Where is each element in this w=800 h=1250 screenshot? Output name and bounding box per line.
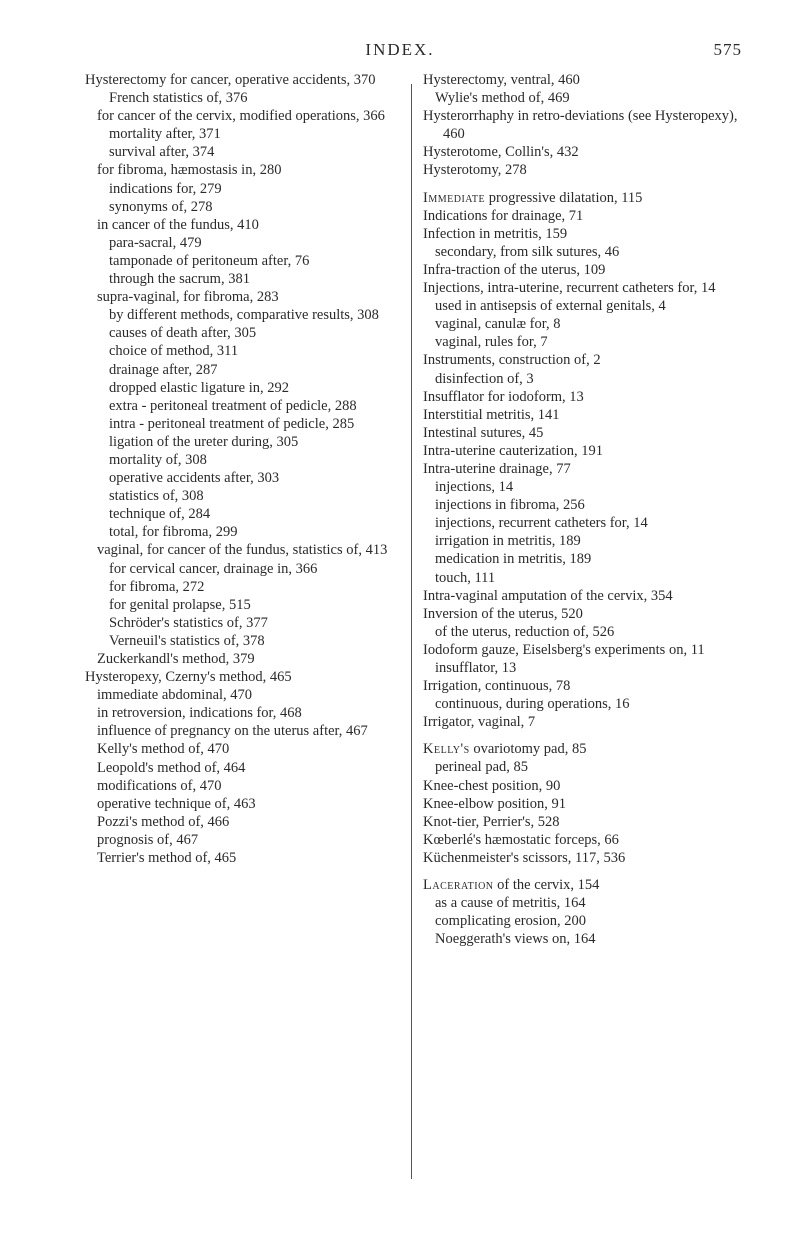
index-entry: Knee-chest position, 90 — [423, 777, 561, 794]
entry-text: progressive dilatation, 115 — [485, 189, 643, 206]
index-entry: Hysterorrhaphy in retro-deviations (see Hysteropexy), 460 — [423, 108, 738, 143]
index-entry: Inversion of the uterus, 520 — [423, 605, 583, 622]
index-subentry: total, for fibroma, 299 — [109, 524, 238, 541]
running-head — [0, 40, 800, 64]
index-subentry: supra-vaginal, for fibroma, 283 — [97, 289, 279, 306]
index-subentry: irrigation in metritis, 189 — [435, 533, 581, 550]
index-entry — [423, 876, 745, 894]
index-subentry: drainage after, 287 — [109, 361, 218, 378]
index-subentry: intra - peritoneal treatment of pedicle, 285 — [109, 415, 355, 432]
index-subentry: Kelly's method of, 470 — [97, 741, 230, 758]
index-entry: Instruments, construction of, 2 — [423, 352, 601, 369]
index-subentry: continuous, during operations, 16 — [435, 696, 630, 713]
entry-text: of the cervix, 154 — [493, 877, 600, 894]
index-entry: Kœberlé's hæmostatic forceps, 66 — [423, 831, 619, 848]
index-subentry: for cancer of the cervix, modified operations, 366 — [97, 108, 385, 125]
index-subentry: perineal pad, 85 — [435, 759, 529, 776]
index-subentry: for fibroma, hæmostasis in, 280 — [97, 162, 282, 179]
index-subentry: insufflator, 13 — [435, 660, 517, 676]
index-subentry: of the uterus, reduction of, 526 — [435, 623, 615, 640]
index-subentry: Wylie's method of, 469 — [435, 90, 570, 107]
index-entry: Hysterectomy, ventral, 460 — [423, 72, 580, 88]
index-entry: Infra-traction of the uterus, 109 — [423, 261, 606, 278]
page-title: INDEX. — [365, 40, 435, 59]
entry-lead-word: Kelly's — [423, 741, 470, 758]
index-entry — [423, 189, 745, 207]
index-subentry: synonyms of, 278 — [109, 198, 213, 215]
index-entry: Injections, intra-uterine, recurrent catheters for, 14 — [423, 280, 716, 297]
index-subentry: technique of, 284 — [109, 506, 211, 523]
index-entry: Knot-tier, Perrier's, 528 — [423, 813, 560, 830]
index-entry — [423, 740, 745, 758]
index-subentry: vaginal, for cancer of the fundus, statistics of, 413 — [97, 542, 388, 559]
index-subentry: in cancer of the fundus, 410 — [97, 216, 259, 233]
index-subentry: choice of method, 311 — [109, 343, 239, 360]
index-subentry: medication in metritis, 189 — [435, 551, 592, 568]
index-subentry: in retroversion, indications for, 468 — [97, 705, 302, 722]
index-subentry: dropped elastic ligature in, 292 — [109, 379, 289, 396]
index-subentry: para-sacral, 479 — [109, 234, 202, 251]
entry-lead-word: Immediate — [423, 189, 486, 206]
index-subentry: Verneuil's statistics of, 378 — [109, 632, 265, 649]
index-entry: Intra-uterine cauterization, 191 — [423, 442, 603, 459]
entry-lead-word: Laceration — [423, 877, 494, 894]
index-entry: Hysterotome, Collin's, 432 — [423, 144, 579, 161]
index-subentry: injections, recurrent catheters for, 14 — [435, 515, 648, 532]
index-subentry: mortality after, 371 — [109, 126, 221, 143]
index-entry: Intra-uterine drainage, 77 — [423, 460, 571, 477]
right-column — [423, 71, 745, 948]
index-entry: Irrigation, continuous, 78 — [423, 678, 571, 695]
left-column — [85, 71, 403, 867]
index-subentry: vaginal, canulæ for, 8 — [435, 316, 561, 333]
index-entry: Hysteropexy, Czerny's method, 465 — [85, 669, 292, 686]
index-subentry: statistics of, 308 — [109, 488, 204, 505]
index-entry: Knee-elbow position, 91 — [423, 795, 566, 812]
index-subentry: through the sacrum, 381 — [109, 271, 250, 288]
entry-text: ovariotomy pad, 85 — [469, 741, 587, 758]
index-subentry: for fibroma, 272 — [109, 578, 205, 595]
index-subentry: for cervical cancer, drainage in, 366 — [109, 560, 318, 577]
index-subentry: prognosis of, 467 — [97, 831, 199, 848]
index-entry: Insufflator for iodoform, 13 — [423, 388, 584, 405]
index-subentry: Noeggerath's views on, 164 — [435, 931, 596, 948]
index-entry: Intra-vaginal amputation of the cervix, 354 — [423, 587, 673, 604]
index-subentry: touch, 111 — [435, 569, 496, 586]
index-subentry: used in antisepsis of external genitals, 4 — [435, 298, 666, 315]
index-subentry: Pozzi's method of, 466 — [97, 813, 230, 830]
index-subentry: injections in fibroma, 256 — [435, 497, 585, 514]
index-entry: Hysterotomy, 278 — [423, 162, 527, 179]
index-subentry: Leopold's method of, 464 — [97, 759, 246, 776]
index-subentry: operative technique of, 463 — [97, 795, 256, 812]
index-entry: Indications for drainage, 71 — [423, 207, 584, 224]
index-subentry: injections, 14 — [435, 479, 514, 496]
index-subentry: indications for, 279 — [109, 180, 222, 197]
index-subentry: Schröder's statistics of, 377 — [109, 614, 268, 631]
index-subentry: causes of death after, 305 — [109, 325, 257, 342]
index-entry: Irrigator, vaginal, 7 — [423, 714, 536, 731]
index-entry: Intestinal sutures, 45 — [423, 424, 544, 441]
index-subentry: ligation of the ureter during, 305 — [109, 433, 299, 450]
index-subentry: secondary, from silk sutures, 46 — [435, 243, 620, 260]
index-subentry: tamponade of peritoneum after, 76 — [109, 252, 310, 269]
column-divider — [411, 84, 412, 1179]
index-subentry: influence of pregnancy on the uterus after, 467 — [97, 723, 368, 740]
index-subentry: as a cause of metritis, 164 — [435, 895, 586, 912]
page-number: 575 — [713, 40, 742, 59]
index-subentry: mortality of, 308 — [109, 451, 207, 468]
index-subentry: survival after, 374 — [109, 144, 215, 161]
index-subentry: Zuckerkandl's method, 379 — [97, 651, 255, 667]
index-subentry: disinfection of, 3 — [435, 370, 534, 387]
index-subentry: operative accidents after, 303 — [109, 470, 280, 487]
index-subentry: by different methods, comparative results, 308 — [109, 307, 379, 324]
index-subentry: extra - peritoneal treatment of pedicle, 288 — [109, 397, 357, 414]
index-entry: Infection in metritis, 159 — [423, 225, 568, 242]
index-subentry: immediate abdominal, 470 — [97, 687, 253, 704]
index-entry: Interstitial metritis, 141 — [423, 406, 560, 423]
index-subentry: complicating erosion, 200 — [435, 913, 587, 930]
index-subentry: for genital prolapse, 515 — [109, 596, 251, 613]
index-entry: Iodoform gauze, Eiselsberg's experiments on, 11 — [423, 641, 705, 658]
index-subentry: modifications of, 470 — [97, 777, 222, 794]
index-entry: Hysterectomy for cancer, operative accidents, 370 — [85, 72, 376, 88]
index-entry: Küchenmeister's scissors, 117, 536 — [423, 849, 626, 866]
index-subentry: French statistics of, 376 — [109, 90, 248, 107]
index-subentry: Terrier's method of, 465 — [97, 850, 237, 867]
index-subentry: vaginal, rules for, 7 — [435, 334, 548, 351]
